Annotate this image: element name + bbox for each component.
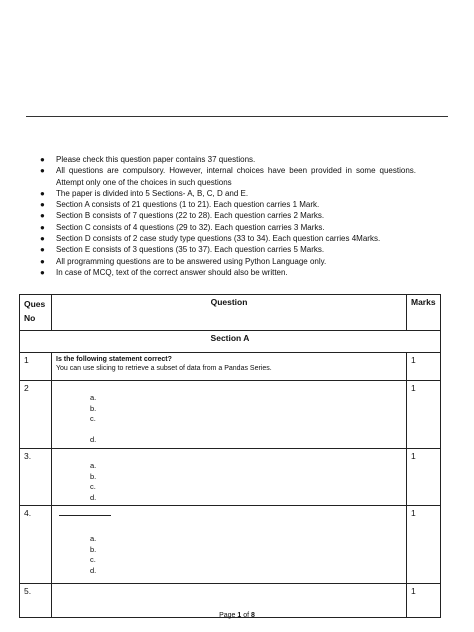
header-marks: Marks [407, 295, 441, 331]
header-question: Question [52, 295, 407, 331]
question-number: 3. [20, 449, 52, 506]
question-marks: 1 [407, 449, 441, 506]
table-row [20, 506, 441, 584]
table-row [20, 449, 441, 506]
option-label: d. [90, 565, 97, 575]
instruction-item: ● Section D consists of 2 case study type questions (33 to 34). Each question carries 4Marks. [40, 234, 381, 244]
question-number: 1 [20, 353, 52, 381]
current-page: 1 [237, 612, 242, 619]
top-divider [26, 116, 448, 117]
question-number: 2 [20, 381, 52, 449]
option-label: c. [90, 482, 96, 491]
table-row [20, 381, 441, 449]
question-table [19, 294, 441, 618]
bullet-icon: ● [40, 256, 45, 266]
page-footer: Page 1 of 8 [219, 612, 255, 619]
options-list [56, 451, 402, 503]
option-label: c. [90, 555, 96, 564]
total-pages: 8 [251, 612, 255, 619]
instruction-item: ● The paper is divided into 5 Sections- A, B, C, D and E. [40, 188, 249, 198]
question-cell [52, 449, 407, 506]
question-marks: 1 [407, 506, 441, 584]
bullet-icon: ● [40, 222, 45, 232]
question-marks: 1 [407, 584, 441, 618]
instruction-item: ● Section E consists of 3 questions (35 to 37). Each question carries 5 Marks. [40, 245, 325, 255]
option-label: a. [90, 534, 97, 543]
section-title: Section A [20, 331, 441, 353]
option-label: a. [90, 461, 97, 470]
bullet-icon: ● [40, 200, 45, 210]
bullet-icon: ● [40, 166, 45, 176]
instruction-item: ● Section A consists of 21 questions (1 to 21). Each question carries 1 Mark. [40, 200, 320, 210]
question-text: You can use slicing to retrieve a subset of data from a Pandas Series. [56, 365, 272, 372]
option-label: d. [90, 492, 97, 502]
option-label: d. [90, 434, 97, 444]
fill-blank-line [59, 515, 111, 516]
question-number: 4. [20, 506, 52, 584]
instructions-list [40, 154, 416, 278]
table-header-row [20, 295, 441, 331]
bullet-icon: ● [40, 188, 45, 198]
bullet-icon: ● [40, 155, 45, 164]
option-label: a. [90, 393, 97, 402]
bullet-icon: ● [40, 267, 45, 277]
table-row [20, 353, 441, 381]
question-number: 5. [20, 584, 52, 618]
instruction-item: ● All programming questions are to be answered using Python Language only. [40, 256, 327, 266]
question-prompt: Is the following statement correct? [56, 356, 172, 363]
header-ques-no: Ques No [20, 295, 52, 331]
instruction-item: ● All questions are compulsory. However, internal choices have been provided in some questions. Attempt only one of the choices in such questions [40, 166, 416, 187]
instruction-item: ● In case of MCQ, text of the correct answer should also be written. [40, 267, 288, 277]
question-cell [52, 381, 407, 449]
option-label: b. [90, 544, 97, 554]
bullet-icon: ● [40, 211, 45, 221]
instruction-item: ● Please check this question paper contains 37 questions. [40, 155, 256, 164]
bullet-icon: ● [40, 245, 45, 255]
question-marks: 1 [407, 381, 441, 449]
options-list [56, 518, 402, 576]
question-cell [52, 353, 407, 381]
bullet-icon: ● [40, 234, 45, 244]
option-label: b. [90, 471, 97, 481]
instruction-item: ● Section B consists of 7 questions (22 to 28). Each question carries 2 Marks. [40, 211, 325, 221]
question-cell [52, 506, 407, 584]
instruction-item: ● Section C consists of 4 questions (29 to 32). Each question carries 3 Marks. [40, 222, 325, 232]
options-list [56, 383, 402, 445]
option-label: c. [90, 414, 96, 423]
option-label: b. [90, 403, 97, 413]
section-row [20, 331, 441, 353]
question-marks: 1 [407, 353, 441, 381]
